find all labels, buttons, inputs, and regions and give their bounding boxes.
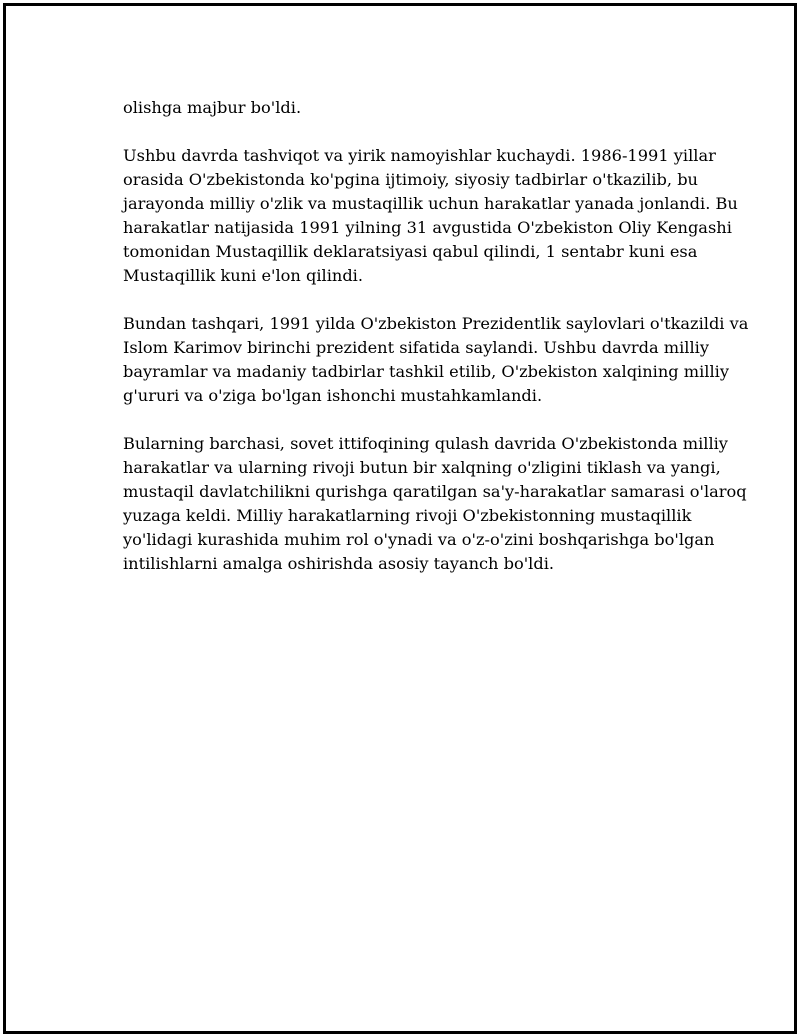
text-line: mustaqil davlatchilikni qurishga qaratilgan sa'y-harakatlar samarasi o'laroq bbox=[123, 482, 747, 501]
paragraph-3 bbox=[123, 312, 749, 408]
document-body bbox=[123, 96, 749, 600]
text-line: tomonidan Mustaqillik deklaratsiyasi qabul qilindi, 1 sentabr kuni esa bbox=[123, 242, 698, 261]
page-frame bbox=[3, 3, 797, 1034]
text-line: g'ururi va o'ziga bo'lgan ishonchi mustahkamlandi. bbox=[123, 386, 543, 405]
text-line: Ushbu davrda tashviqot va yirik namoyishlar kuchaydi. 1986-1991 yillar bbox=[123, 146, 716, 165]
text-line: bayramlar va madaniy tadbirlar tashkil etilib, O'zbekiston xalqining milliy bbox=[123, 362, 729, 381]
text-line: Mustaqillik kuni e'lon qilindi. bbox=[123, 266, 363, 285]
text-line: intilishlarni amalga oshirishda asosiy tayanch bo'ldi. bbox=[123, 554, 555, 573]
text-line: orasida O'zbekistonda ko'pgina ijtimoiy, siyosiy tadbirlar o'tkazilib, bu bbox=[123, 170, 698, 189]
paragraph-2 bbox=[123, 144, 738, 288]
paragraph-4 bbox=[123, 432, 747, 576]
text-line: harakatlar natijasida 1991 yilning 31 avgustida O'zbekiston Oliy Kengashi bbox=[123, 218, 732, 237]
text-line: yo'lidagi kurashida muhim rol o'ynadi va o'z-o'zini boshqarishga bo'lgan bbox=[123, 530, 715, 549]
text-line: jarayonda milliy o'zlik va mustaqillik uchun harakatlar yanada jonlandi. Bu bbox=[123, 194, 738, 213]
text-line: harakatlar va ularning rivoji butun bir xalqning o'zligini tiklash va yangi, bbox=[123, 458, 721, 477]
text-line: olishga majbur bo'ldi. bbox=[123, 98, 302, 117]
text-line: Islom Karimov birinchi prezident sifatida saylandi. Ushbu davrda milliy bbox=[123, 338, 709, 357]
text-line: yuzaga keldi. Milliy harakatlarning rivoji O'zbekistonning mustaqillik bbox=[123, 506, 692, 525]
text-line: Bundan tashqari, 1991 yilda O'zbekiston Prezidentlik saylovlari o'tkazildi va bbox=[123, 314, 749, 333]
text-line: Bularning barchasi, sovet ittifoqining qulash davrida O'zbekistonda milliy bbox=[123, 434, 728, 453]
paragraph-1 bbox=[123, 96, 723, 120]
